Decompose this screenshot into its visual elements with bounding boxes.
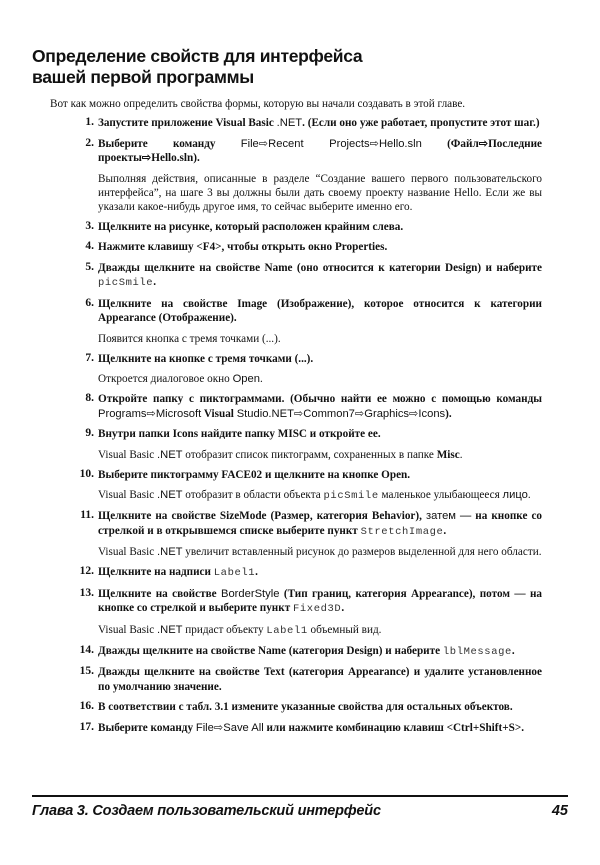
step-text: Щелкните на кнопке с тремя точками (...). xyxy=(98,352,314,365)
step-note: Выполняя действия, описанные в разделе “Создание вашего первого пользовательского интерфейса”, на шаге 3 вы должны были дать своему проекту название Hello. Если же вы указали какое-нибудь другое имя, то сейчас выберите именно его. xyxy=(98,172,542,213)
footer-divider xyxy=(32,795,568,797)
step-number: 1. xyxy=(85,116,94,128)
list-item xyxy=(85,296,542,346)
step-number: 6. xyxy=(85,296,94,309)
list-item xyxy=(79,565,542,581)
list-item xyxy=(85,136,542,214)
step-number: 8. xyxy=(85,392,94,404)
step-note: Visual Basic .NET увеличит вставленный рисунок до размеров выделенной для него области. xyxy=(98,546,542,558)
step-text: Щелкните на свойстве SizeMode (Размер, категория Behavior), затем — на кнопке со стрелкой и в открывшемся списке выберите пункт StretchImage. xyxy=(98,510,543,538)
step-text: Дважды щелкните на свойстве Name (категория Design) и наберите lblMessage. xyxy=(98,644,515,658)
step-number: 3. xyxy=(85,219,94,232)
list-item xyxy=(85,392,542,421)
step-note: Появится кнопка с тремя точками (...). xyxy=(98,332,281,345)
list-item xyxy=(79,467,542,504)
section-heading-line2: вашей первой программы xyxy=(32,67,254,87)
step-number: 11. xyxy=(80,509,94,521)
step-text: Дважды щелкните на свойстве Text (категория Appearance) и удалите установленное по умолчанию значение. xyxy=(98,666,542,693)
step-number: 2. xyxy=(85,136,94,149)
step-number: 17. xyxy=(79,720,94,733)
step-number: 5. xyxy=(85,260,94,273)
section-heading xyxy=(32,46,552,88)
step-text: Запустите приложение Visual Basic .NET. (Если оно уже работает, пропустите этот шаг.) xyxy=(98,117,540,129)
step-text: Выберите команду File⇨Recent Projects⇨Hello.sln (Файл⇨Последние проекты⇨Hello.sln). xyxy=(98,137,542,164)
list-item xyxy=(79,586,542,638)
step-text: Внутри папки Icons найдите папку MISC и откройте ее. xyxy=(98,428,381,440)
step-number: 16. xyxy=(79,700,94,712)
step-text: Щелкните на рисунке, который расположен крайним слева. xyxy=(98,220,404,233)
list-item xyxy=(79,643,542,660)
step-note: Visual Basic .NET отобразит список пиктограмм, сохраненных в папке Misc. xyxy=(98,448,463,461)
steps-list xyxy=(0,116,600,735)
step-number: 7. xyxy=(85,351,94,364)
list-item xyxy=(85,219,542,235)
section-heading-line1: Определение свойств для интерфейса xyxy=(32,46,363,66)
step-number: 14. xyxy=(79,643,94,656)
page-number: 45 xyxy=(551,803,568,819)
list-item xyxy=(80,509,543,559)
step-text: Щелкните на надписи Label1. xyxy=(98,566,258,579)
list-item xyxy=(79,700,542,715)
intro-paragraph: Вот как можно определить свойства формы, которую вы начали создавать в этой главе. xyxy=(50,98,466,110)
step-text: Выберите пиктограмму FACE02 и щелкните на кнопке Open. xyxy=(98,468,411,481)
step-number: 12. xyxy=(79,565,94,577)
step-text: Дважды щелкните на свойстве Name (оно относится к категории Design) и наберите picSmile. xyxy=(98,261,542,289)
step-number: 10. xyxy=(79,467,94,480)
step-text: Откройте папку с пиктограммами. (Обычно найти ее можно с помощью команды Programs⇨Microsoft Visual Studio.NET⇨Common7⇨Graphics⇨Icons). xyxy=(98,393,542,420)
step-note: Откроется диалоговое окно Open. xyxy=(98,373,263,385)
list-item xyxy=(85,351,542,387)
step-text: Щелкните на свойстве BorderStyle (Тип границ, категория Appearance), потом — на кнопке со стрелкой и выберите пункт Fixed3D. xyxy=(98,587,542,615)
step-number: 15. xyxy=(79,665,94,677)
list-item xyxy=(85,260,542,291)
step-number: 9. xyxy=(85,427,94,439)
step-number: 4. xyxy=(85,240,94,252)
step-text: Нажмите клавишу <F4>, чтобы открыть окно Properties. xyxy=(98,241,388,253)
step-text: Выберите команду File⇨Save All или нажмите комбинацию клавиш <Ctrl+Shift+S>. xyxy=(98,721,524,734)
step-number: 13. xyxy=(79,586,94,599)
step-note: Visual Basic .NET отобразит в области объекта picSmile маленькое улыбающееся лицо. xyxy=(98,489,531,502)
chapter-title: Глава 3. Создаем пользовательский интерфейс xyxy=(32,803,381,819)
step-text: Щелкните на свойстве Image (Изображение), которое относится к категории Appearance (Отображение). xyxy=(98,297,542,324)
list-item xyxy=(85,240,542,255)
step-note: Visual Basic .NET придаст объекту Label1 объемный вид. xyxy=(98,623,382,637)
list-item xyxy=(79,720,542,736)
step-text: В соответствии с табл. 3.1 измените указанные свойства для остальных объектов. xyxy=(98,701,513,713)
list-item xyxy=(79,665,542,694)
list-item xyxy=(85,427,542,462)
list-item xyxy=(85,116,542,131)
